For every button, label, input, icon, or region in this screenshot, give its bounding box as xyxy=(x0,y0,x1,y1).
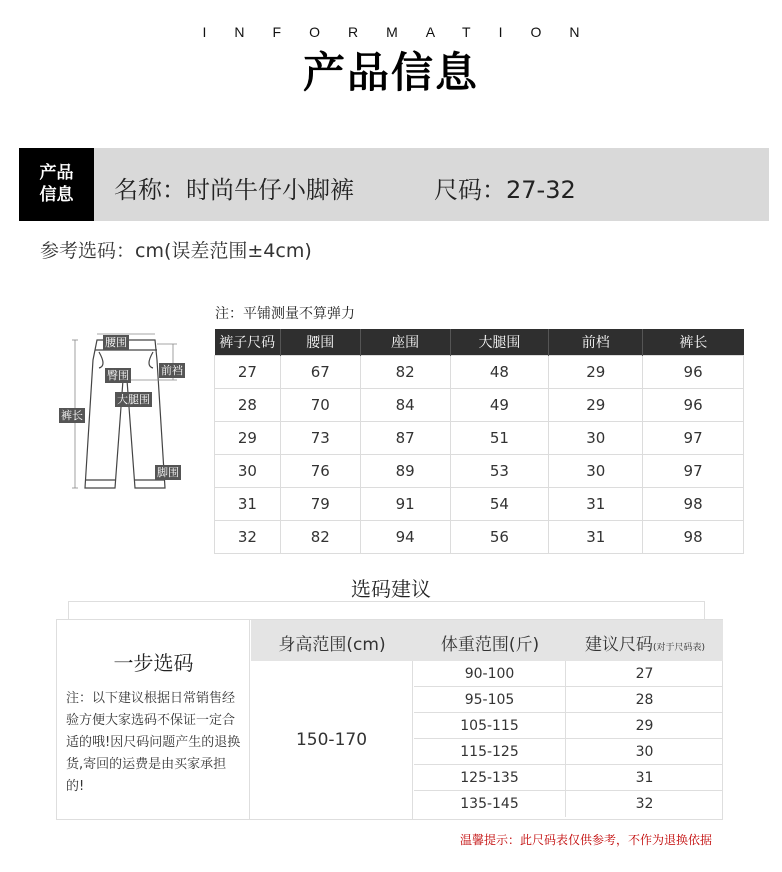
waist-label: 腰围 xyxy=(105,336,127,349)
table-cell: 82 xyxy=(360,355,450,388)
size-table xyxy=(214,329,744,554)
product-info-bar xyxy=(19,148,769,221)
product-size-range: 尺码：27-32 xyxy=(434,176,576,204)
table-cell: 54 xyxy=(450,487,549,520)
product-tag-line2: 信息 xyxy=(39,185,74,205)
table-row xyxy=(215,355,744,388)
warm-tip: 温馨提示：此尺码表仅供参考，不作为退换依据 xyxy=(460,833,713,847)
list-item xyxy=(414,791,723,817)
table-cell: 97 xyxy=(643,421,744,454)
suggested-size-label: 建议尺码 xyxy=(584,635,653,655)
table-cell: 96 xyxy=(643,388,744,421)
table-cell: 29 xyxy=(549,388,643,421)
list-item xyxy=(414,661,723,687)
table-cell: 30 xyxy=(215,454,281,487)
table-cell: 31 xyxy=(215,487,281,520)
suggested-size: 28 xyxy=(635,692,654,708)
measurement-note: 注：平铺测量不算弹力 xyxy=(215,306,355,322)
suggested-size-note: (对于尺码表) xyxy=(652,643,706,653)
table-cell: 30 xyxy=(549,421,643,454)
table-cell: 48 xyxy=(450,355,549,388)
size-table-header xyxy=(215,329,744,355)
hip-label: 臀围 xyxy=(107,369,129,382)
suggested-size: 29 xyxy=(635,718,654,734)
product-tag xyxy=(19,148,94,221)
list-item xyxy=(414,739,723,765)
table-row xyxy=(215,421,744,454)
col-header-front-rise: 前档 xyxy=(549,329,643,355)
col-header-thigh: 大腿围 xyxy=(450,329,549,355)
product-tag-line1: 产品 xyxy=(39,163,74,183)
recommendation-header xyxy=(251,620,723,661)
table-cell: 29 xyxy=(215,421,281,454)
table-cell: 79 xyxy=(280,487,360,520)
table-cell: 27 xyxy=(215,355,281,388)
col-header-length: 裤长 xyxy=(643,329,744,355)
col-header-hip: 座围 xyxy=(360,329,450,355)
thigh-label: 大腿围 xyxy=(117,393,150,406)
recommendation-title: 选码建议 xyxy=(351,577,431,601)
table-cell: 73 xyxy=(280,421,360,454)
suggested-size: 32 xyxy=(635,796,654,812)
table-cell: 82 xyxy=(280,520,360,553)
one-step-title: 一步选码 xyxy=(113,651,194,675)
page-title: 产品信息 xyxy=(302,48,479,97)
table-cell: 31 xyxy=(549,520,643,553)
length-label: 裤长 xyxy=(61,409,83,422)
leg-opening-label: 脚围 xyxy=(157,466,179,479)
height-range-cell: 150-170 xyxy=(251,661,413,819)
table-cell: 32 xyxy=(215,520,281,553)
table-cell: 97 xyxy=(643,454,744,487)
front-rise-label: 前裆 xyxy=(161,364,183,377)
weight-range: 125-135 xyxy=(414,765,566,790)
table-cell: 53 xyxy=(450,454,549,487)
weight-range: 95-105 xyxy=(414,687,566,712)
table-cell: 51 xyxy=(450,421,549,454)
table-row xyxy=(215,487,744,520)
col-header-waist: 腰围 xyxy=(280,329,360,355)
table-cell: 67 xyxy=(280,355,360,388)
table-cell: 76 xyxy=(280,454,360,487)
recommendation-disclaimer: 注：以下建议根据日常销售经验方便大家选码不保证一定合适的哦!因尺码问题产生的退换货,寄回的运费是由买家承担的! xyxy=(66,691,241,794)
table-cell: 56 xyxy=(450,520,549,553)
list-item xyxy=(414,765,723,791)
list-item xyxy=(414,713,723,739)
header-subtitle-en: INFORMATION xyxy=(202,24,608,40)
recommendation-left-panel xyxy=(57,620,250,819)
table-row xyxy=(215,388,744,421)
table-cell: 87 xyxy=(360,421,450,454)
table-cell: 98 xyxy=(643,520,744,553)
table-cell: 84 xyxy=(360,388,450,421)
table-cell: 30 xyxy=(549,454,643,487)
table-cell: 89 xyxy=(360,454,450,487)
weight-range: 90-100 xyxy=(414,661,566,686)
list-item xyxy=(414,687,723,713)
suggested-size: 31 xyxy=(635,770,654,786)
reference-note: 参考选码：cm(误差范围±4cm) xyxy=(40,240,312,262)
suggested-size: 30 xyxy=(635,744,654,760)
suggested-size: 27 xyxy=(635,666,654,682)
recommendation-panel xyxy=(56,619,723,820)
col-header-height: 身高范围(cm) xyxy=(278,635,386,655)
weight-range: 105-115 xyxy=(414,713,566,738)
table-cell: 31 xyxy=(549,487,643,520)
table-cell: 91 xyxy=(360,487,450,520)
product-name: 名称：时尚牛仔小脚裤 xyxy=(114,176,354,204)
table-row xyxy=(215,520,744,553)
table-row xyxy=(215,454,744,487)
weight-range: 135-145 xyxy=(414,791,566,817)
table-cell: 98 xyxy=(643,487,744,520)
weight-size-rows xyxy=(414,661,723,817)
col-header-size: 裤子尺码 xyxy=(215,329,281,355)
col-header-suggested-size xyxy=(567,630,723,655)
weight-range: 115-125 xyxy=(414,739,566,764)
col-header-weight: 体重范围(斤) xyxy=(440,635,540,655)
table-cell: 94 xyxy=(360,520,450,553)
table-cell: 96 xyxy=(643,355,744,388)
table-cell: 28 xyxy=(215,388,281,421)
table-cell: 29 xyxy=(549,355,643,388)
pants-measurement-diagram xyxy=(55,330,200,495)
table-cell: 49 xyxy=(450,388,549,421)
table-cell: 70 xyxy=(280,388,360,421)
